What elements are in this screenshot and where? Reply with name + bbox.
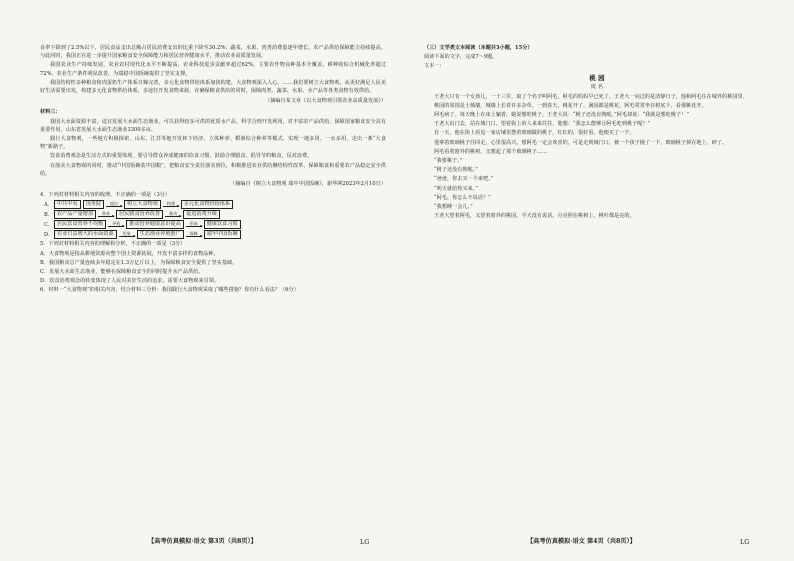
intro-paragraph-3: 我国结构性多种粮食和肉蛋奶生产体系日臻完善，多元化食物供给体系加快构建，大食物观深入人心。……我们要树立大食物观，从更好满足人民美好生活需要出发，构建多元化食物供给体系，多途径开发食物来源，在确保粮食供给的同时，保障肉类、蔬菜、水果、水产品等各类食物有效供给。 (40, 79, 386, 95)
left-page (40, 44, 386, 524)
flow-box: 中共中央 (54, 200, 81, 209)
question-5-option-a: A．大食物观是指从耕地资源向整个国土资源拓展，开发丰富多样的食物品种。 (40, 250, 219, 257)
right-page-footer: 【高考仿真模拟·语文 第4页（共8页）】 (527, 538, 636, 545)
arrow-label: 推动 (169, 211, 178, 217)
arrow-label: 保障 (189, 231, 198, 237)
dialogue-line: “我要桃子。” (434, 158, 463, 165)
option-letter: D． (44, 231, 54, 238)
option-letter: C． (44, 221, 54, 228)
flow-box: 农产品产量增加 (54, 210, 96, 219)
left-page-footer: 【高考仿真模拟·语文 第3页（共8页）】 (148, 538, 257, 545)
flow-box: 健康饮食习惯 (204, 220, 241, 229)
story-paragraph: 有一天，他在街上看见一家店铺里摆着玻璃做的桃子，红红的，很好看，他便买了一个。 (434, 130, 635, 137)
material3-paragraph-2: 践行大食物观，一些地方积极探索，山东、江苏等地开发林下经济、立体种养、稻渔综合种养等模式，实现一地多用、一水多用，走出一条“大食物”新路子。 (40, 136, 386, 151)
option-letter: B． (44, 211, 53, 218)
material3-paragraph-3: 饮食消费观念是生活方式的重要体现，要引导群众养成健康的饮食习惯，鼓励合理膳食，倡导节约粮食，反对浪费。 (50, 153, 313, 160)
flow-option-c (44, 220, 386, 229)
right-page (424, 44, 770, 524)
dialogue-line: “桃子还没有熟呢。” (434, 167, 478, 174)
question-4: 4．下列对材料相关内容的梳理，不正确的一项是（3分） (40, 192, 171, 199)
flow-option-a (44, 200, 386, 209)
story-paragraph: 他拿着玻璃桃子往回走，心里很高兴，想阿毛一定会欢喜的。可是走到城门口，被一个孩子撞了一下，玻璃桃子掉在地上，碎了。 (434, 139, 728, 146)
material3-label: 材料三： (40, 109, 61, 116)
story-paragraph: 桃园的周围是土城墙，城墙上长着许多杂草。一到春天，桃花开了，满园都是桃花，阿毛常常坐在树底下，看那桃花开。 (434, 102, 707, 109)
story-closing: 王老大望着阿毛，又望着窗外的桃园，半天没有说话。月亮照在桃树上，桃叶都是亮的。 (434, 213, 635, 220)
flow-arrow (108, 222, 124, 227)
material3-paragraph-1: 我国大水面资源丰富，适宜发展大水面生态渔业。可以获得较多可供的优质水产品，科学合理开发利用，对丰富农产品供给、保障国家粮食安全具有重要作用。山东省发展大水面生态渔业3300多亩。 (40, 118, 386, 133)
material3-paragraph-4: 在落实大食物观的同时，推动“中国饭碗装中国粮”，把粮食安全责任落实到位，积极推进农业供给侧结构性改革，保障粮食和重要农产品稳定安全供给。 (40, 162, 386, 177)
story-paragraph: 王老大出门去，站在城门口，望着街上的人来来往往，他想：“我怎么能够让阿毛吃到桃子呢？” (434, 121, 651, 128)
question-6: 6．材料一“大食物观”的相关内容，结合材料三分析：我国践行大食物观采取了哪些措施？你有什么看法？（6分） (40, 287, 299, 294)
flow-arrow (119, 232, 135, 237)
arrow-label: 构建 (166, 201, 175, 207)
left-page-code: LG (360, 538, 370, 546)
flow-box: 推动营养健康意识提高 (126, 220, 183, 229)
story-author: 废 名 (590, 83, 604, 90)
dialogue-line: “我想睡一会儿。” (434, 204, 473, 211)
section-heading: （三）文学类文本阅读（本题共3小题，15分） (424, 45, 533, 51)
flow-box: 居民饮食营养不均衡 (54, 220, 106, 229)
story-paragraph: 王老大只有一个女孩儿，一十三岁，取了个名字叫阿毛，阿毛的妈妈早已死了。王老大一向过的是清静日子，他和阿毛住在城外的桃园里。 (434, 93, 748, 100)
flow-arrow (98, 212, 114, 217)
story-paragraph: 阿毛病了。每天晚上在床上躺着，她说想吃桃子。王老大说：“桃子还没有熟呢。”阿毛却说：“我就是想吃桃子！” (434, 112, 689, 119)
story-title: 桃 园 (589, 73, 605, 82)
flow-box: 生态渔业养殖推广 (137, 230, 184, 239)
flow-arrow (163, 202, 179, 207)
story-paragraph: 阿毛看着窗外的桃树，又想起了那个玻璃桃子…… (434, 148, 548, 155)
flow-box: 居民膳食营养改善 (116, 210, 163, 219)
source-note-1: （摘编自某文章《以大食物观引领农业高质量发展》） (265, 98, 386, 105)
question-5-option-b: B．我国粮食总产量连续多年稳定在1.3万亿斤以上，为保障粮食安全提供了坚实基础。 (40, 259, 238, 266)
flow-box: 端牢中国饭碗 (204, 230, 241, 239)
question-5-option-d: D．饮食消费观念的转变体现了人民对美好生活的追求，需要大食物观来引领。 (40, 278, 220, 285)
flow-box: 促进消费升级 (183, 210, 220, 219)
dialogue-line: “明天就给你买来。” (434, 185, 478, 192)
flow-arrow (186, 232, 202, 237)
arrow-label: 提出 (109, 201, 119, 207)
flow-arrow (186, 222, 202, 227)
text-label: 文本一： (424, 63, 445, 70)
flow-box: 多元化食物供给体系 (181, 200, 233, 209)
flow-arrow (165, 212, 181, 217)
dialogue-line: “爸爸，你去买一个来吧。” (434, 176, 494, 183)
arrow-label: 形成 (189, 221, 198, 227)
flow-box: 农业日益增大的水面资源 (54, 230, 117, 239)
right-page-code: LG (740, 538, 750, 546)
flow-box: 国务院 (83, 200, 104, 209)
flow-box: 树立大食物观 (124, 200, 161, 209)
source-note-2: （摘编自《树立大食物观 端牢中国饭碗》，新华网2023年2月10日） (230, 181, 386, 188)
flow-arrow (106, 202, 122, 207)
question-5: 5．下列对材料相关内容的理解和分析，不正确的一项是（3分） (40, 241, 186, 248)
dialogue-line: “阿毛，你怎么不说话？” (434, 194, 491, 201)
option-letter: A． (44, 201, 53, 208)
arrow-label: 带来 (101, 211, 111, 217)
flow-option-d (44, 230, 386, 239)
arrow-label: 发展 (122, 231, 131, 237)
reading-instruction: 阅读下面的文字，完成7～9题。 (424, 54, 498, 61)
intro-paragraph-2: 我国农业生产持续发展，农业农村现代化水平不断提高，农业科技进步贡献率超过62%，主要农作物良种基本全覆盖，耕种收综合机械化率超过72%，农业生产条件明显改善，为端稳中国饭碗提供了坚实支撑。 (40, 62, 386, 77)
flow-option-b (44, 210, 386, 219)
intro-paragraph-1: 良率下降到了2.5%以下，居民食品支出总额占居民消费支出的比重下降至30.2%；蔬菜、水果、肉类消费量逐年增长，农产品供给保障能力持续提高。与此同时，我国正在进一步提升国家粮食安全保障能力和居民营养健康水平，推动农业高质量发展。 (40, 45, 386, 60)
arrow-label: 导致 (112, 221, 121, 227)
question-5-option-c: C．发展大水面生态渔业，能够在保障粮食安全的同时提升水产品供给。 (40, 269, 204, 276)
